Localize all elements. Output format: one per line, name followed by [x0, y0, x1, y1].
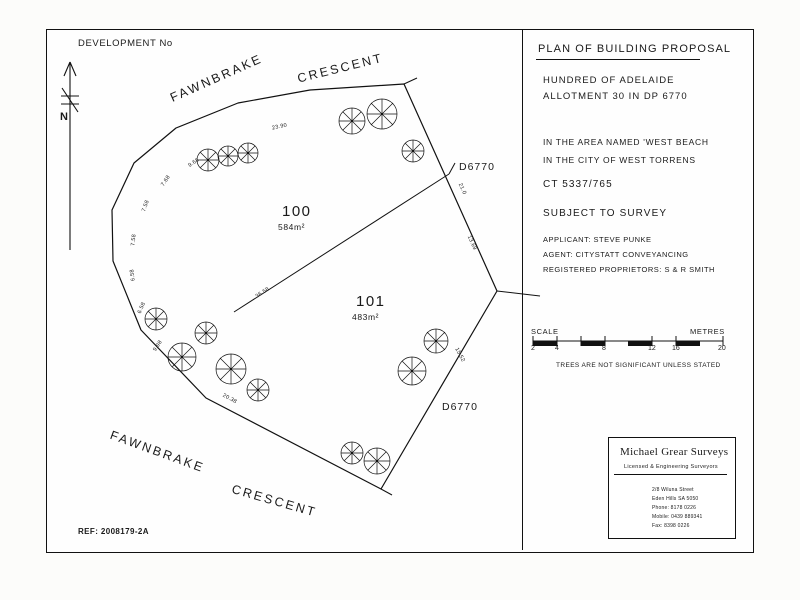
drawing-reference: REF: 2008179-2A [78, 527, 149, 536]
title-block-area-line2: IN THE CITY OF WEST TORRENS [543, 155, 696, 165]
street-label-crescent-bottom: CRESCENT [230, 482, 319, 520]
north-label: N [60, 111, 69, 123]
title-block-agent: AGENT: CITYSTATT CONVEYANCING [543, 250, 689, 259]
title-block-hundred: HUNDRED OF ADELAIDE [543, 75, 675, 86]
title-block-heading: PLAN OF BUILDING PROPOSAL [538, 43, 732, 55]
deposited-plan-label-bottom: D6770 [442, 401, 478, 413]
development-no-label: DEVELOPMENT No [78, 38, 173, 49]
dimension-label: 13.69 [465, 234, 478, 252]
title-block-subject-to-survey: SUBJECT TO SURVEY [543, 208, 668, 219]
lot-area-101: 483m² [352, 312, 380, 322]
dimension-label: 9.98 [152, 339, 164, 353]
surveyor-address-line: Eden Hills SA 5050 [652, 496, 699, 502]
trees-note: TREES ARE NOT SIGNIFICANT UNLESS STATED [556, 362, 721, 369]
title-block-proprietors: REGISTERED PROPRIETORS: S & R SMITH [543, 265, 715, 274]
title-block-allotment: ALLOTMENT 30 IN DP 6770 [543, 91, 688, 102]
dimension-label: 7.58 [130, 233, 138, 247]
surveyor-address-line: Fax: 8398 0226 [652, 523, 690, 529]
surveyor-divider [614, 474, 727, 475]
dimension-label: 15.52 [453, 346, 466, 364]
scale-tick: 12 [648, 345, 656, 352]
dimension-label: 6.58 [136, 301, 148, 315]
lot-number-101: 101 [356, 293, 386, 310]
surveyor-address-line: Phone: 8178 0226 [652, 505, 697, 511]
surveyor-address-line: Mobile: 0439 889341 [652, 514, 703, 520]
deposited-plan-label-top: D6770 [459, 161, 495, 173]
dimension-label: 21.0 [456, 182, 468, 196]
scale-tick: 16 [672, 345, 680, 352]
title-block-area-line1: IN THE AREA NAMED 'WEST BEACH [543, 137, 709, 147]
lot-area-100: 584m² [278, 222, 306, 232]
scale-label: SCALE [531, 327, 559, 336]
scale-tick: 2 [531, 345, 535, 352]
title-block-certificate: CT 5337/765 [543, 179, 613, 190]
dimension-label: 7.68 [160, 174, 172, 188]
dimension-label: 36.58 [254, 286, 271, 300]
title-block-applicant: APPLICANT: STEVE PUNKE [543, 235, 652, 244]
scale-units-label: METRES [690, 327, 725, 336]
dimension-label: 9.68 [187, 157, 201, 169]
surveyor-address-line: 2/8 Wiluna Street [652, 487, 694, 493]
north-arrow [61, 62, 79, 250]
street-label-fawnbrake-top: FAWNBRAKE [168, 51, 265, 105]
scale-tick: 8 [602, 345, 606, 352]
dimension-label: 6.58 [129, 268, 137, 282]
surveyor-subtitle: Licensed & Engineering Surveyors [624, 464, 718, 470]
scale-tick: 20 [718, 345, 726, 352]
dimension-label: 23.90 [271, 122, 288, 132]
surveyor-name: Michael Grear Surveys [620, 446, 729, 458]
dimension-label: 7.58 [141, 199, 151, 213]
dimension-label: 20.38 [221, 392, 238, 406]
lot-number-100: 100 [282, 203, 312, 220]
street-label-fawnbrake-bottom: FAWNBRAKE [108, 428, 207, 476]
title-underline [536, 59, 700, 60]
street-label-crescent-top: CRESCENT [296, 50, 385, 86]
scale-tick: 4 [555, 345, 559, 352]
